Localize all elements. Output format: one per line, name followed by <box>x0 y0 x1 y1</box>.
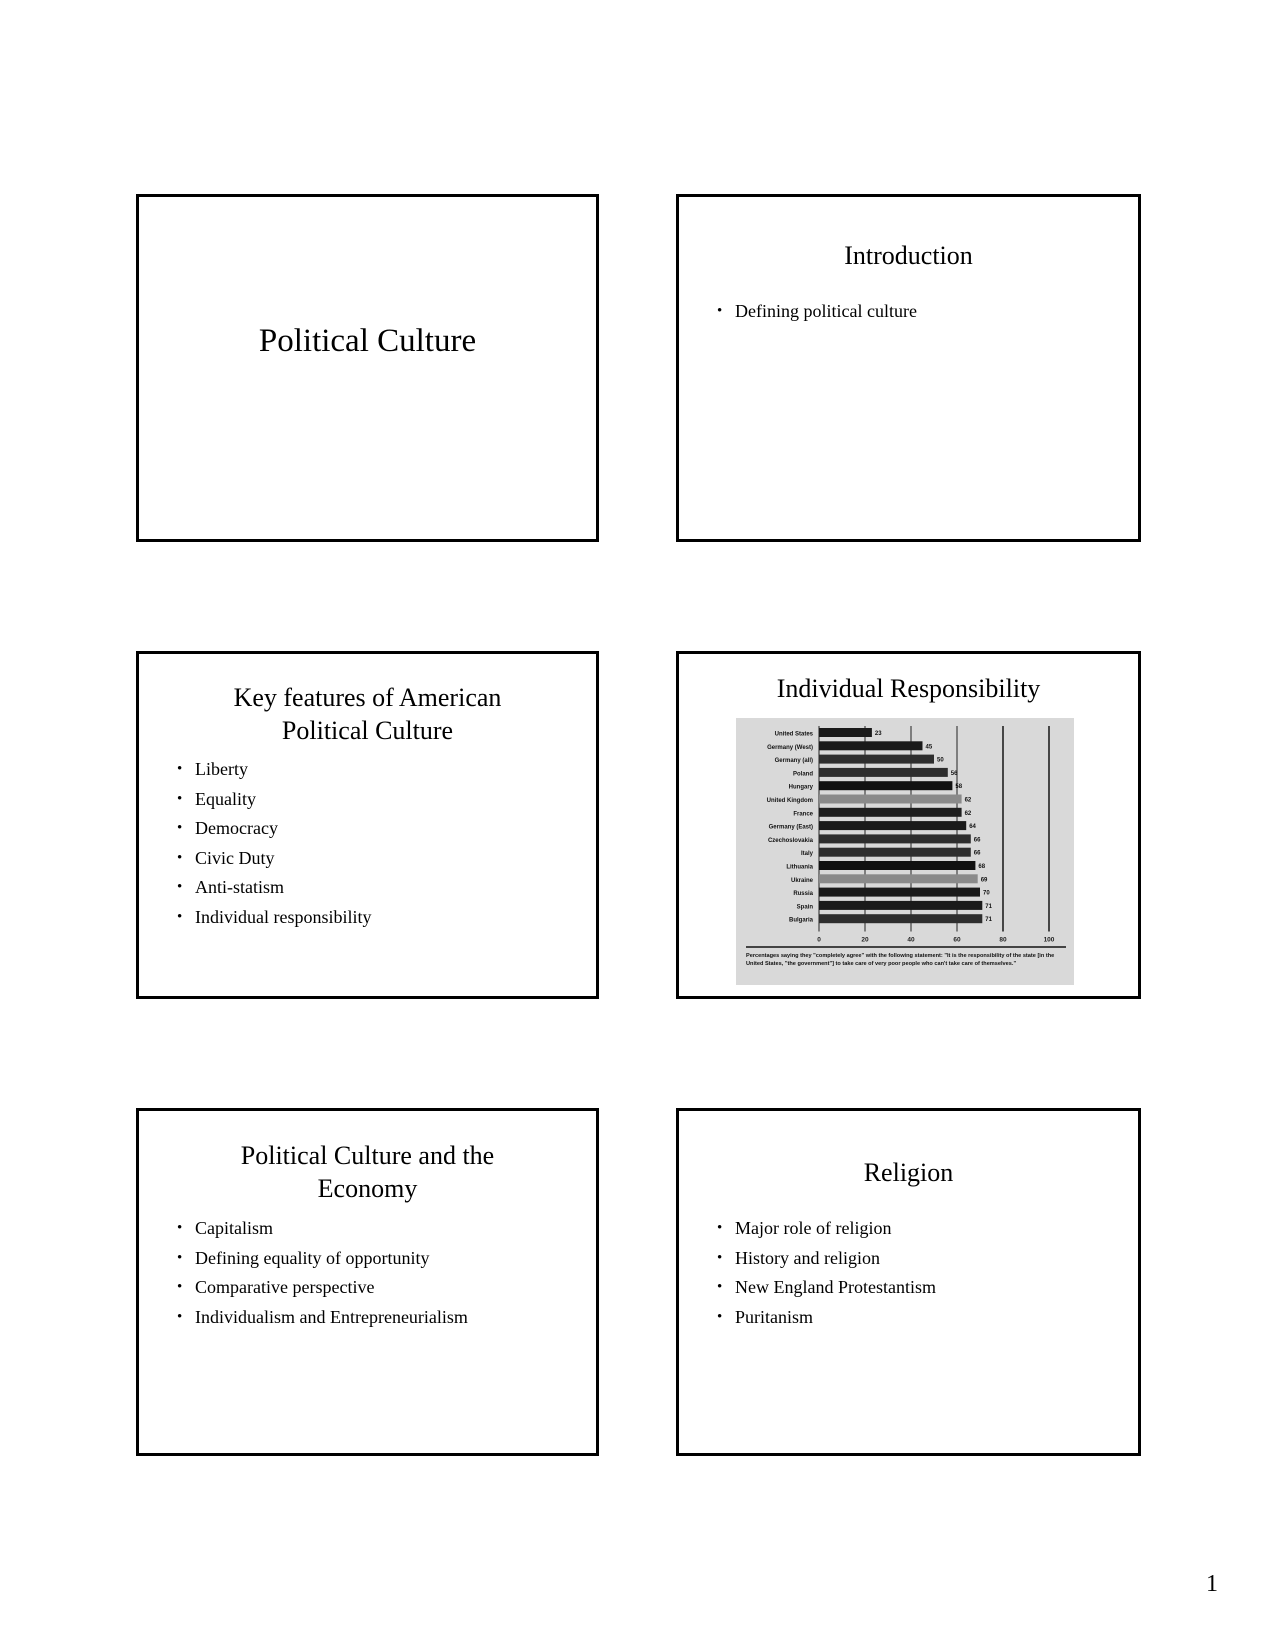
bar <box>819 768 948 777</box>
x-tick-label: 80 <box>999 936 1007 944</box>
slide-title: Individual Responsibility <box>776 674 1041 703</box>
x-tick-label: 40 <box>907 936 915 944</box>
category-label: France <box>793 811 813 818</box>
bar <box>819 808 962 817</box>
bar <box>819 901 982 910</box>
slide-5-thumbnail <box>136 1108 599 1456</box>
bar-value-label: 58 <box>955 784 963 791</box>
bullet-item: • Equality <box>175 785 371 815</box>
bullet-list <box>175 1214 468 1332</box>
category-label: Germany (East) <box>768 824 813 831</box>
bullet-item: • Civic Duty <box>175 844 371 874</box>
slide-title: Political Culture <box>258 323 477 359</box>
bullet-list <box>715 297 917 327</box>
bar <box>819 755 934 764</box>
slide-title: Introduction <box>844 241 973 270</box>
bar <box>819 728 872 737</box>
slide-title-line-2: Political Culture <box>281 716 454 745</box>
category-label: Germany (West) <box>767 744 813 751</box>
slide-1-thumbnail <box>136 194 599 542</box>
bar-value-label: 64 <box>969 824 976 831</box>
x-tick-label: 20 <box>861 936 869 944</box>
bullet-list <box>175 755 371 932</box>
bullet-item: • Major role of religion <box>715 1214 936 1244</box>
bar-value-label: 71 <box>985 917 992 924</box>
slide-title <box>139 1139 596 1205</box>
bar-value-label: 66 <box>973 837 981 844</box>
slide-title-line-1: Political Culture and the <box>240 1141 495 1170</box>
slide-3-thumbnail <box>136 651 599 999</box>
bar <box>819 914 982 923</box>
bar-chart <box>736 718 1074 985</box>
bar-value-label: 66 <box>973 850 981 857</box>
bar <box>819 874 978 883</box>
bullet-item: • Individualism and Entrepreneurialism <box>175 1303 468 1333</box>
bar <box>819 848 971 857</box>
category-label: Poland <box>792 771 813 778</box>
bullet-item: • Puritanism <box>715 1303 936 1333</box>
category-label: Ukraine <box>790 877 813 884</box>
bullet-list <box>715 1214 936 1332</box>
bullet-item: • Comparative perspective <box>175 1273 468 1303</box>
bar <box>819 821 966 830</box>
category-label: Czechoslovakia <box>767 837 813 844</box>
bullet-item: • Liberty <box>175 755 371 785</box>
bar-value-label: 69 <box>980 877 988 884</box>
bar-value-label: 45 <box>925 744 933 751</box>
bar <box>819 888 980 897</box>
category-label: Russia <box>793 891 813 898</box>
bar-value-label: 70 <box>983 890 990 897</box>
bar-value-label: 62 <box>964 810 972 817</box>
bar <box>819 834 971 843</box>
category-label: Lithuania <box>786 864 813 871</box>
category-label: United States <box>774 731 813 738</box>
bar-value-label: 68 <box>978 864 986 870</box>
chart-caption: Percentages saying they "completely agree" with the following statement: "It is the responsibility of the state [in the United States, "the government"] to take care of very poor people who can't take care of themselves." <box>746 946 1066 968</box>
bar-chart-plot <box>736 718 1074 948</box>
x-tick-label: 0 <box>817 936 821 944</box>
bullet-item: • New England Protestantism <box>715 1273 936 1303</box>
slide-title-line-2: Economy <box>317 1174 418 1203</box>
category-label: Italy <box>800 851 813 858</box>
category-label: Spain <box>796 904 813 911</box>
category-label: United Kingdom <box>766 798 813 804</box>
bullet-item: • History and religion <box>715 1244 936 1274</box>
bar-value-label: 56 <box>950 770 958 777</box>
bullet-item: • Democracy <box>175 814 371 844</box>
bar <box>819 795 962 804</box>
x-tick-label: 60 <box>953 936 961 944</box>
slide-4-thumbnail <box>676 651 1141 999</box>
bar-value-label: 23 <box>874 731 882 737</box>
slide-title-line-1: Key features of American <box>233 683 502 712</box>
slide-title: Religion <box>863 1158 954 1187</box>
bullet-item: • Anti-statism <box>175 873 371 903</box>
bar-value-label: 62 <box>964 797 972 804</box>
bar <box>819 781 952 790</box>
bullet-item: • Capitalism <box>175 1214 468 1244</box>
category-label: Hungary <box>788 784 813 791</box>
bar-value-label: 71 <box>985 903 992 910</box>
page-number: 1 <box>1206 1571 1218 1597</box>
slide-6-thumbnail <box>676 1108 1141 1456</box>
bar-value-label: 50 <box>937 757 944 764</box>
slide-2-thumbnail <box>676 194 1141 542</box>
bullet-item: • Defining political culture <box>715 297 917 327</box>
bullet-item: • Individual responsibility <box>175 903 371 933</box>
category-label: Germany (all) <box>774 758 813 765</box>
bullet-item: • Defining equality of opportunity <box>175 1244 468 1274</box>
bar <box>819 861 975 870</box>
slide-title <box>139 681 596 747</box>
category-label: Bulgaria <box>788 917 813 924</box>
x-tick-label: 100 <box>1043 936 1055 944</box>
bar <box>819 741 923 750</box>
